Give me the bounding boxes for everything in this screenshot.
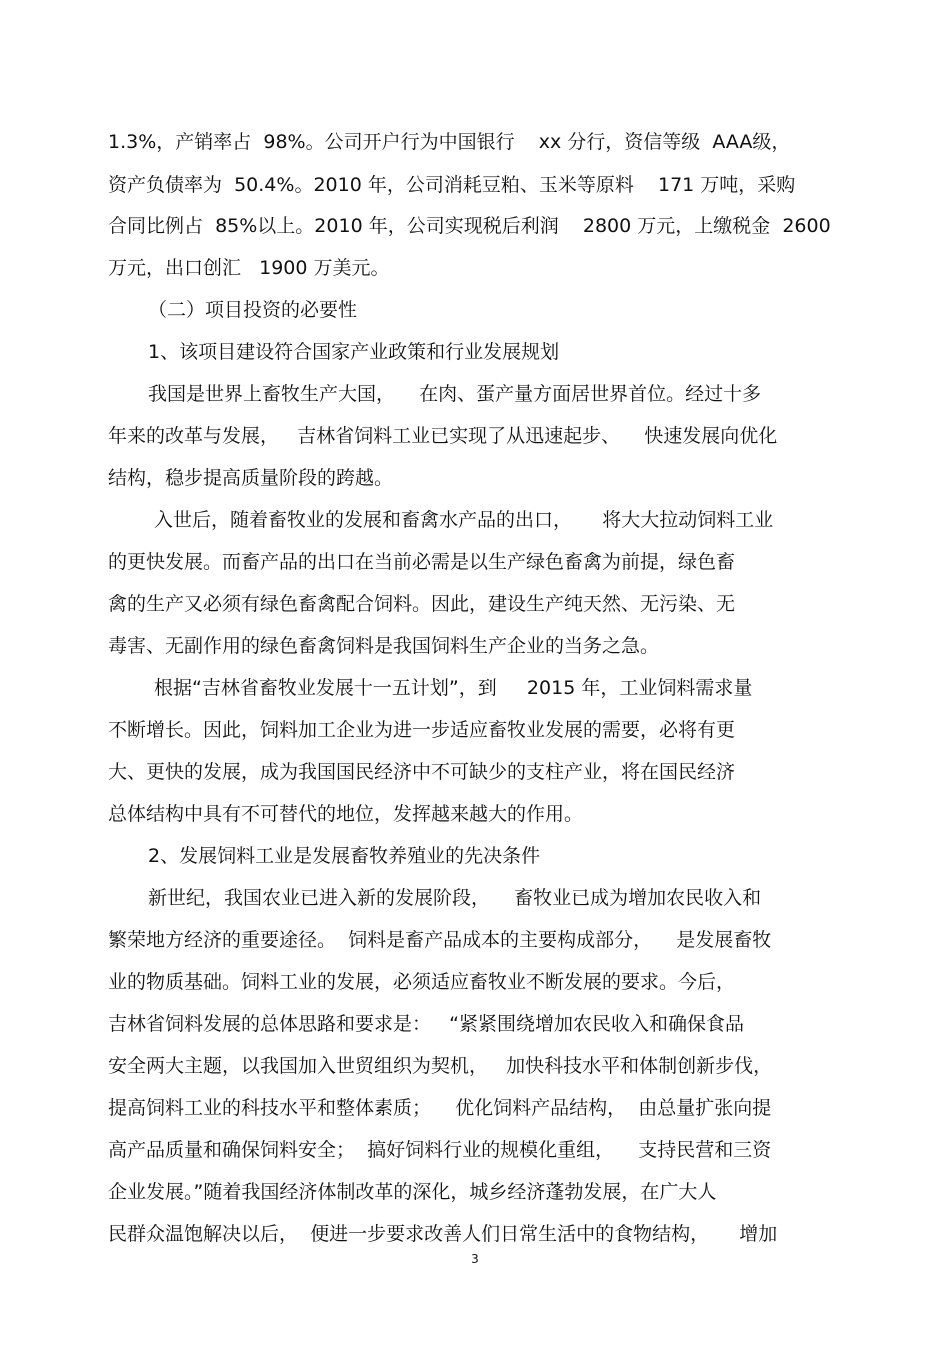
subsection-heading: 1、该项目建设符合国家产业政策和行业发展规划 <box>148 341 560 363</box>
text-line: 高产品质量和确保饲料安全； 搞好饲料行业的规模化重组， 支持民营和三资 <box>108 1139 772 1161</box>
paragraph-first-line: 我国是世界上畜牧生产大国， 在肉、蛋产量方面居世界首位。经过十多 <box>148 383 762 405</box>
text-line: 吉林省饲料发展的总体思路和要求是： “紧紧围绕增加农民收入和确保食品 <box>108 1013 744 1035</box>
text-line: 提高饲料工业的科技水平和整体素质； 优化饲料产品结构， 由总量扩张向提 <box>108 1097 772 1119</box>
text-line: 民群众温饱解决以后， 便进一步要求改善人们日常生活中的食物结构， 增加 <box>108 1223 778 1245</box>
text-line: 万元，出口创汇 1900 万美元。 <box>108 257 390 279</box>
text-line: 安全两大主题，以我国加入世贸组织为契机， 加快科技水平和体制创新步伐， <box>108 1055 773 1077</box>
text-line: 总体结构中具有不可替代的地位，发挥越来越大的作用。 <box>108 803 584 825</box>
paragraph-first-line: 新世纪，我国农业已进入新的发展阶段， 畜牧业已成为增加农民收入和 <box>148 887 762 909</box>
paragraph-first-line: 入世后，随着畜牧业的发展和畜禽水产品的出口， 将大大拉动饲料工业 <box>148 509 774 531</box>
text-line: 禽的生产又必须有绿色畜禽配合饲料。因此，建设生产纯天然、无污染、无 <box>108 593 736 615</box>
text-line: 的更快发展。而畜产品的出口在当前必需是以生产绿色畜禽为前提，绿色畜 <box>108 551 736 573</box>
text-line: 不断增长。因此，饲料加工企业为进一步适应畜牧业发展的需要，必将有更 <box>108 719 736 741</box>
subsection-heading: 2、发展饲料工业是发展畜牧养殖业的先决条件 <box>148 845 541 867</box>
text-line: 年来的改革与发展， 吉林省饲料工业已实现了从迅速起步、 快速发展向优化 <box>108 425 778 447</box>
text-line: 大、更快的发展，成为我国国民经济中不可缺少的支柱产业，将在国民经济 <box>108 761 736 783</box>
text-line: 合同比例占 85%以上。2010 年，公司实现税后利润 2800 万元，上缴税金 2600 <box>108 215 831 237</box>
paragraph-first-line: 根据“吉林省畜牧业发展十一五计划”，到 2015 年，工业饲料需求量 <box>148 677 753 699</box>
text-line: 企业发展。”随着我国经济体制改革的深化，城乡经济蓬勃发展，在广大人 <box>108 1181 717 1203</box>
text-line: 结构，稳步提高质量阶段的跨越。 <box>108 467 394 489</box>
page-number: 3 <box>471 1252 479 1266</box>
text-line: 资产负债率为 50.4%。2010 年，公司消耗豆粕、玉米等原料 171 万吨，采购 <box>108 174 796 196</box>
text-line: 业的物质基础。饲料工业的发展，必须适应畜牧业不断发展的要求。今后， <box>108 971 736 993</box>
text-line: 1.3%，产销率占 98%。公司开户行为中国银行 xx 分行，资信等级 AAA级， <box>108 131 791 153</box>
section-heading: （二）项目投资的必要性 <box>148 299 358 321</box>
text-line: 繁荣地方经济的重要途径。 饲料是畜产品成本的主要构成部分， 是发展畜牧 <box>108 929 772 951</box>
text-line: 毒害、无副作用的绿色畜禽饲料是我国饲料生产企业的当务之急。 <box>108 635 660 657</box>
